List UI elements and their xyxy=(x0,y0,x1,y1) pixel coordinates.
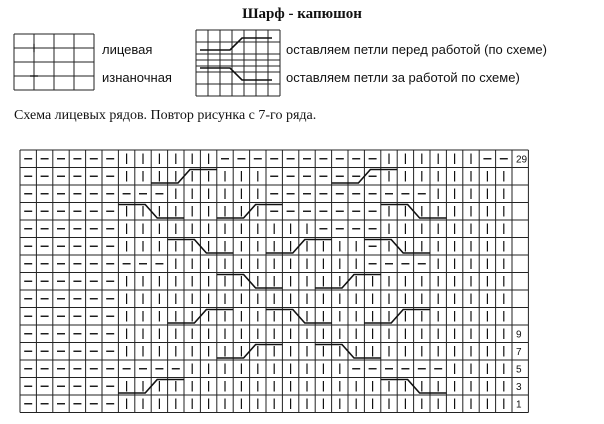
legend-purl-label: изнаночная xyxy=(102,70,172,85)
chart-subtitle: Схема лицевых рядов. Повтор рисунка с 7-го ряда. xyxy=(14,108,317,123)
legend-cable-back-label: оставляем петли за работой по схеме) xyxy=(286,70,520,85)
row-number-label: 29 xyxy=(516,154,528,166)
legend-knit-label: лицевая xyxy=(102,42,153,57)
row-number-label: 7 xyxy=(516,347,522,359)
row-number-label: 9 xyxy=(516,329,522,341)
page-title: Шарф - капюшон xyxy=(242,6,362,22)
row-number-label: 5 xyxy=(516,364,522,376)
row-number-label: 3 xyxy=(516,382,522,394)
row-number-label: 1 xyxy=(516,399,522,411)
legend-cable-front-label: оставляем петли перед работой (по схеме) xyxy=(286,42,547,57)
